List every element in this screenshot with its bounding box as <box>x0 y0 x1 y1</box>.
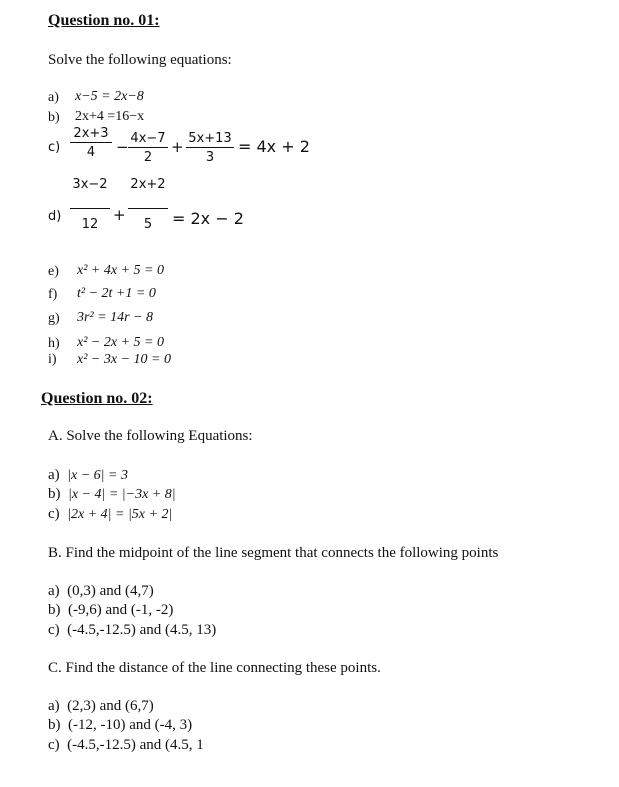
list-item <box>48 486 176 503</box>
question-1-heading: Question no. 01: <box>48 12 160 29</box>
fraction-d-2-numerator: 2x+2 <box>130 177 166 192</box>
fraction-c-3-numerator: 5x+13 <box>188 131 232 146</box>
item-label: b) <box>48 602 61 618</box>
item-b-label: b) <box>48 110 60 125</box>
fraction-c-2-denominator: 2 <box>143 150 153 165</box>
list-item <box>48 467 128 484</box>
equation-c-rhs: = 4x + 2 <box>238 137 310 156</box>
list-item <box>48 506 172 523</box>
item-label: b) <box>48 486 61 502</box>
plus-sign: + <box>171 138 184 156</box>
point-pair: (-4.5,-12.5) and (4.5, 1 <box>67 737 204 753</box>
equation-text: |x − 6| = 3 <box>67 468 128 483</box>
question-1-instruction: Solve the following equations: <box>48 52 232 68</box>
equation-i: x² − 3x − 10 = 0 <box>77 352 171 367</box>
equation-h: x² − 2x + 5 = 0 <box>77 335 164 350</box>
equation-text: |2x + 4| = |5x + 2| <box>67 507 173 522</box>
list-item <box>48 583 154 600</box>
fraction-c-1-denominator: 4 <box>86 145 96 160</box>
fraction-c-3-denominator: 3 <box>205 150 215 165</box>
item-label: c) <box>48 737 60 753</box>
item-h-label: h) <box>48 336 60 351</box>
fraction-c-2-numerator: 4x−7 <box>130 131 166 146</box>
item-label: c) <box>48 622 60 638</box>
item-label: b) <box>48 717 61 733</box>
equation-g: 3r² = 14r − 8 <box>77 310 153 325</box>
fraction-c-3 <box>186 131 234 165</box>
item-label: a) <box>48 467 60 483</box>
list-item <box>48 717 192 734</box>
list-item <box>48 622 216 639</box>
equation-text: |x − 4| = |−3x + 8| <box>68 487 176 502</box>
item-a-label: a) <box>48 90 59 105</box>
section-a-title: A. Solve the following Equations: <box>48 428 253 444</box>
point-pair: (2,3) and (6,7) <box>67 698 154 714</box>
point-pair: (-9,6) and (-1, -2) <box>68 602 174 618</box>
fraction-c-1-numerator: 2x+3 <box>73 126 109 141</box>
item-label: c) <box>48 506 60 522</box>
fraction-d-1-denominator: 12 <box>81 217 99 232</box>
list-item <box>48 602 173 619</box>
item-e-label: e) <box>48 264 59 279</box>
point-pair: (0,3) and (4,7) <box>67 583 154 599</box>
item-d-label: d) <box>48 209 62 224</box>
fraction-d-1-numerator: 3x−2 <box>72 177 108 192</box>
equation-f: t² − 2t +1 = 0 <box>77 286 156 301</box>
fraction-d-2-denominator: 5 <box>143 217 153 232</box>
section-b-title: B. Find the midpoint of the line segment that connects the following points <box>48 545 499 561</box>
fraction-c-1 <box>70 126 112 160</box>
item-label: a) <box>48 698 60 714</box>
equation-e: x² + 4x + 5 = 0 <box>77 263 164 278</box>
item-g-label: g) <box>48 311 60 326</box>
point-pair: (-12, -10) and (-4, 3) <box>68 717 193 733</box>
equation-a: x−5 = 2x−8 <box>75 89 144 104</box>
fraction-c-2 <box>128 131 168 165</box>
fraction-d-2 <box>128 177 168 232</box>
item-i-label: i) <box>48 352 57 367</box>
equation-d-rhs: = 2x − 2 <box>172 209 244 228</box>
point-pair: (-4.5,-12.5) and (4.5, 13) <box>67 622 217 638</box>
equation-b: 2x+4 =16−x <box>75 109 145 124</box>
item-c-label: c) <box>48 140 61 155</box>
item-f-label: f) <box>48 287 58 302</box>
plus-sign: + <box>113 206 126 224</box>
item-label: a) <box>48 583 60 599</box>
minus-sign: − <box>116 138 129 156</box>
fraction-d-1 <box>70 177 110 232</box>
section-c-title: C. Find the distance of the line connecting these points. <box>48 660 381 676</box>
list-item <box>48 737 204 754</box>
list-item <box>48 698 154 715</box>
question-2-heading: Question no. 02: <box>41 390 153 407</box>
